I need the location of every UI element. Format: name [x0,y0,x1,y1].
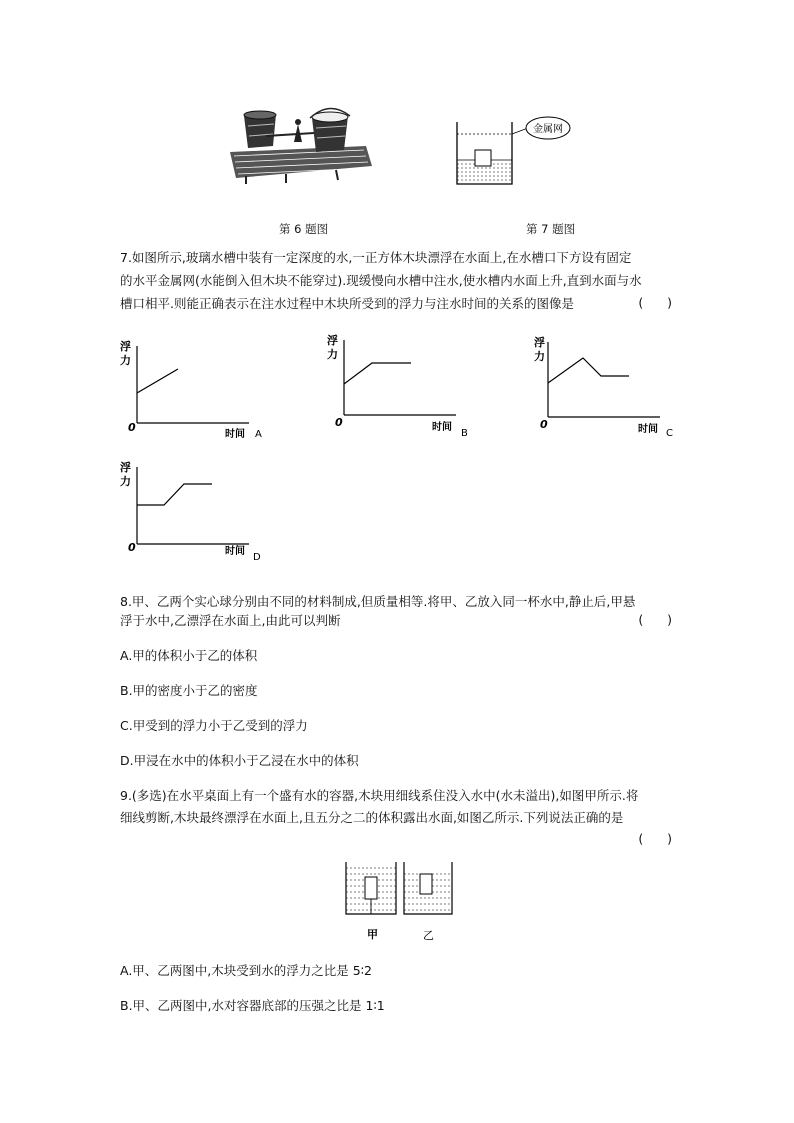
graph-ylabel-1: 浮 [120,340,131,353]
q7-line-1: 7.如图所示,玻璃水槽中装有一定深度的水,一正方体木块漂浮在水面上,在水槽口下方设有固定 [120,250,632,265]
q7-answer-paren: ( ) [638,295,672,310]
figure-7-caption: 第 7 题图 [526,222,576,236]
graph-ylabel-1: 浮 [120,461,131,474]
q8-option-b: B.甲的密度小于乙的密度 [120,683,258,698]
q8-option-d: D.甲浸在水中的体积小于乙浸在水中的体积 [120,753,359,768]
graph-ylabel-1: 浮 [534,336,545,349]
q7-line-3: 槽口相平.则能正确表示在注水过程中木块所受到的浮力与注水时间的关系的图像是 [120,296,574,311]
q9-container-figure [340,858,460,944]
q8-option-a: A.甲的体积小于乙的体积 [120,648,258,663]
graph-xlabel: 时间 [432,422,452,433]
fig-label-yi: 乙 [423,929,434,942]
figure-6-balance-illustration [226,106,376,186]
graph-xlabel: 时间 [225,429,245,440]
graph-xlabel: 时间 [225,546,245,557]
graph-letter-d: D [253,552,261,563]
graph-ylabel-1: 浮 [327,334,338,347]
graph-origin: 0 [128,541,136,554]
q9-option-b: B.甲、乙两图中,水对容器底部的压强之比是 1∶1 [120,998,385,1013]
fig-label-jia: 甲 [367,928,378,941]
graph-origin: 0 [540,418,548,431]
graph-b [322,330,482,440]
graph-ylabel-2: 力 [120,475,131,488]
graph-ylabel-2: 力 [534,350,545,363]
graph-letter-c: C [666,428,673,439]
graph-d [115,457,275,567]
q9-option-a: A.甲、乙两图中,木块受到水的浮力之比是 5∶2 [120,963,372,978]
q8-answer-paren: ( ) [638,612,672,627]
q9-line-1: 9.(多选)在水平桌面上有一个盛有水的容器,木块用细线系住没入水中(水未溢出),如图甲所示.将 [120,788,639,803]
graph-xlabel: 时间 [638,424,658,435]
q8-line-2: 浮于水中,乙漂浮在水面上,由此可以判断 [120,613,341,628]
graph-ylabel-2: 力 [120,354,131,367]
graph-letter-a: A [255,429,262,440]
q8-option-c: C.甲受到的浮力小于乙受到的浮力 [120,718,308,733]
metal-mesh-callout: 金属网 [533,124,563,135]
graph-origin: 0 [335,416,343,429]
figure-7-tank-diagram [450,114,580,192]
graph-origin: 0 [128,421,136,434]
q9-answer-paren: ( ) [638,831,672,846]
q7-line-2: 的水平金属网(水能倒入但木块不能穿过).现缓慢向水槽中注水,使水槽内水面上升,直到水面与水 [120,273,642,288]
q8-line-1: 8.甲、乙两个实心球分别由不同的材料制成,但质量相等.将甲、乙放入同一杯水中,静止后,甲悬 [120,594,636,609]
q9-line-2: 细线剪断,木块最终漂浮在水面上,且五分之二的体积露出水面,如图乙所示.下列说法正确的是 [120,810,624,825]
graph-letter-b: B [461,428,468,439]
graph-a [115,336,275,446]
graph-ylabel-2: 力 [327,348,338,361]
figure-6-caption: 第 6 题图 [279,222,329,236]
graph-c [525,332,685,442]
